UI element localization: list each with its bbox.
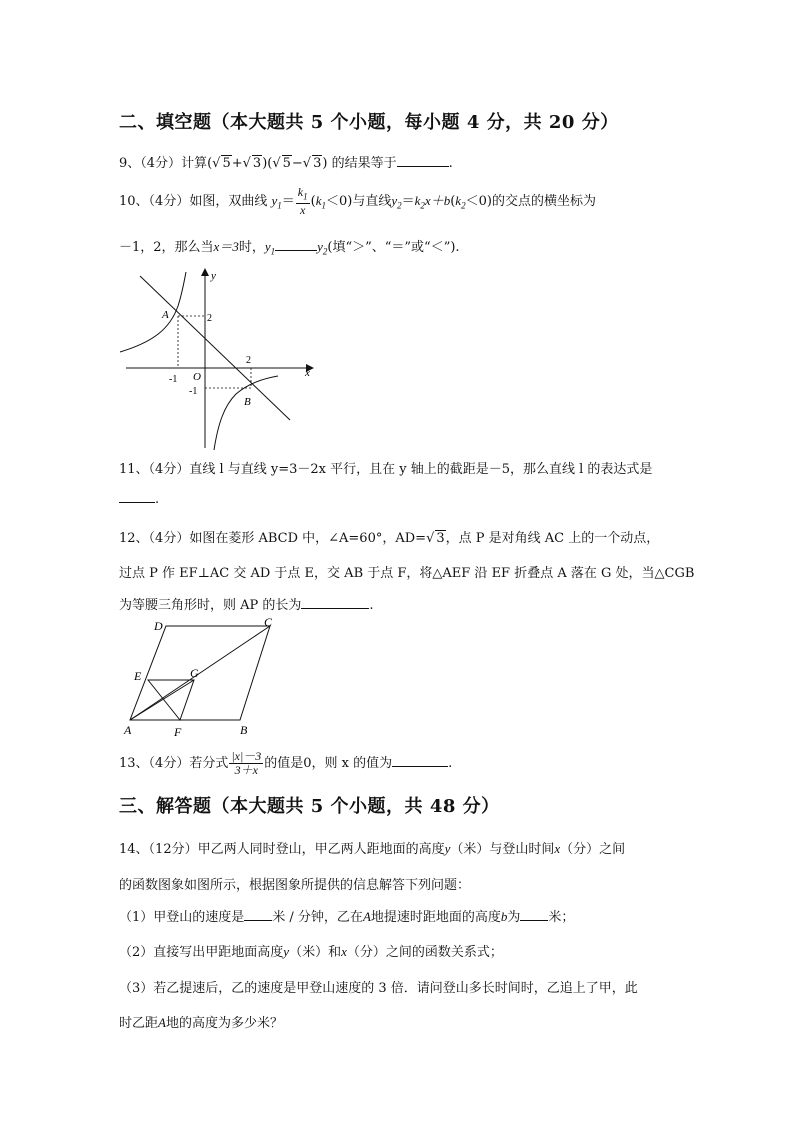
q10-score: （4分） [148,194,190,210]
q9-end: . [448,156,453,171]
label-neg1-y: -1 [189,386,198,397]
label-E: E [134,669,142,683]
q13-answer-blank[interactable] [392,754,448,767]
hyperbola-branch-right [214,376,278,450]
question-13 [119,750,452,777]
label-O: O [193,371,201,383]
q14-p1-blank-speed[interactable] [244,908,272,921]
label-B: B [240,723,248,737]
question-10-line2: －1，2，那么当x＝3时，$y_1$ $y_2$(填“＞”、“＝”或“＜”). [119,239,460,257]
triangle-EFG [148,680,194,720]
label-A: A [162,309,169,321]
line-y2 [140,276,290,420]
y-axis-arrow [201,268,209,276]
q10-num: 10、 [119,194,149,210]
q13-text-b: 的值是0，则 x 的值为 [264,756,393,771]
question-12-line3 [119,594,374,613]
q10-line1-b: 与直线 [352,194,392,210]
question-12-line1: 12、（4分）如图在菱形 ABCD 中，∠A=60°，AD=√ 3，点 P 是对角线 AC 上的一个动点， [119,531,660,546]
question-11-line1: 11、（4分）直线 l 与直线 y=3－2x 平行，且在 y 轴上的截距是－5，那么直线 l 的表达式是 [119,462,653,477]
question-10-line1: 10、（4分）如图，双曲线 $y_1=$ $\frac{k_1}{x}$ $(k_1<0)$与直线$y_2=k_2x+b(k_2<0)$的交点的横坐标为 [119,185,596,218]
q13-fraction: $\frac{|x|-3}{3+x}$ [231,749,262,777]
label-two-y: 2 [207,313,212,324]
label-B: B [244,396,251,408]
q10-line2-a: －1，2，那么当 [119,240,214,255]
q13-text-a: 13、（4分）若分式 [119,756,229,771]
label-D: D [154,619,163,633]
q12-sqrt3: 3 [436,531,445,546]
label-two-x: 2 [246,355,251,366]
question-14-part2: （2）直接写出甲距地面高度y（米）和x（分）之间的函数关系式； [119,944,503,960]
label-A: A [124,723,132,737]
diagonal-AC [130,626,270,720]
q13-end: . [448,756,453,771]
question-14-part3-line1: （3）若乙提速后，乙的速度是甲登山速度的 3 倍．请问登山多长时间时，乙追上了甲，此 [119,981,638,996]
label-neg1-x: -1 [169,374,178,385]
q9-answer-blank[interactable] [397,154,449,167]
hyperbola-branch-left [120,272,186,352]
q10-line2-b: 时， [238,240,265,255]
q9-num: 9、 [119,156,141,171]
question-9: 9、（4分）计算(√ 5+√ 3)(√ 5−√ 3) 的结果等于 . [119,156,453,171]
sqrt-3: 3 [252,156,262,171]
section-3-heading: 三、解答题（本大题共 5 个小题，共 48 分） [119,796,500,817]
q9-text-a: 计算 [181,156,208,171]
label-x: x [305,367,310,379]
figure-12-rhombus [116,614,286,740]
q11-end: . [155,492,160,507]
q10-line1-c: 的交点的横坐标为 [491,194,596,210]
question-14-line2: 的函数图象如图所示，根据图象所提供的信息解答下列问题： [119,878,471,893]
q10-line2-c: (填“＞”、“＝”或“＜”). [327,240,460,255]
figure-10-graph [118,264,318,454]
question-14-part1: （1）甲登山的速度是 米 / 分钟，乙在A地提速时距地面的高度b为 米； [119,909,575,925]
q12-line3: 为等腰三角形时，则 AP 的长为 [119,598,302,613]
math-y1: $y_1$ [271,193,282,211]
sqrt-3b: 3 [313,156,322,171]
q12-line1-b: ，点 P 是对角线 AC 上的一个动点， [445,531,660,546]
q9-score: （4分） [140,156,182,171]
question-14-part3-line2: 时乙距A地的高度为多少米？ [119,1015,283,1031]
label-y: y [211,270,216,282]
question-12-line2: 过点 P 作 EF⊥AC 交 AD 于点 E，交 AB 于点 F，将△AEF 沿 EF 折叠点 A 落在 G 处，当△CGB [119,566,695,581]
math-x3: x＝3 [213,239,239,254]
q12-line1-a: 12、（4分）如图在菱形 ABCD 中，∠A=60°，AD= [119,531,427,546]
q9-text-b: 的结果等于 [331,156,397,171]
q14-p1-blank-height[interactable] [520,908,548,921]
label-G: G [190,666,199,680]
label-C: C [264,615,273,629]
sqrt-5: 5 [222,156,231,171]
q12-end: . [369,598,374,613]
section-2-heading: 二、填空题（本大题共 5 个小题，每小题 4 分，共 20 分） [119,112,619,133]
q10-line1-a: 如图，双曲线 [189,194,268,210]
question-11-line2 [119,490,159,507]
q10-answer-blank[interactable] [275,238,317,251]
label-F: F [174,725,182,739]
question-14-line1: 14、（12分）甲乙两人同时登山，甲乙两人距地面的高度y（米）与登山时间x（分）之间 [119,841,626,857]
sqrt-5b: 5 [282,156,291,171]
q12-answer-blank[interactable] [301,596,369,609]
fraction-k1-x: $\frac{k_1}{x}$ [297,185,308,218]
segment-AG [130,680,194,720]
q11-answer-blank[interactable] [119,490,155,503]
